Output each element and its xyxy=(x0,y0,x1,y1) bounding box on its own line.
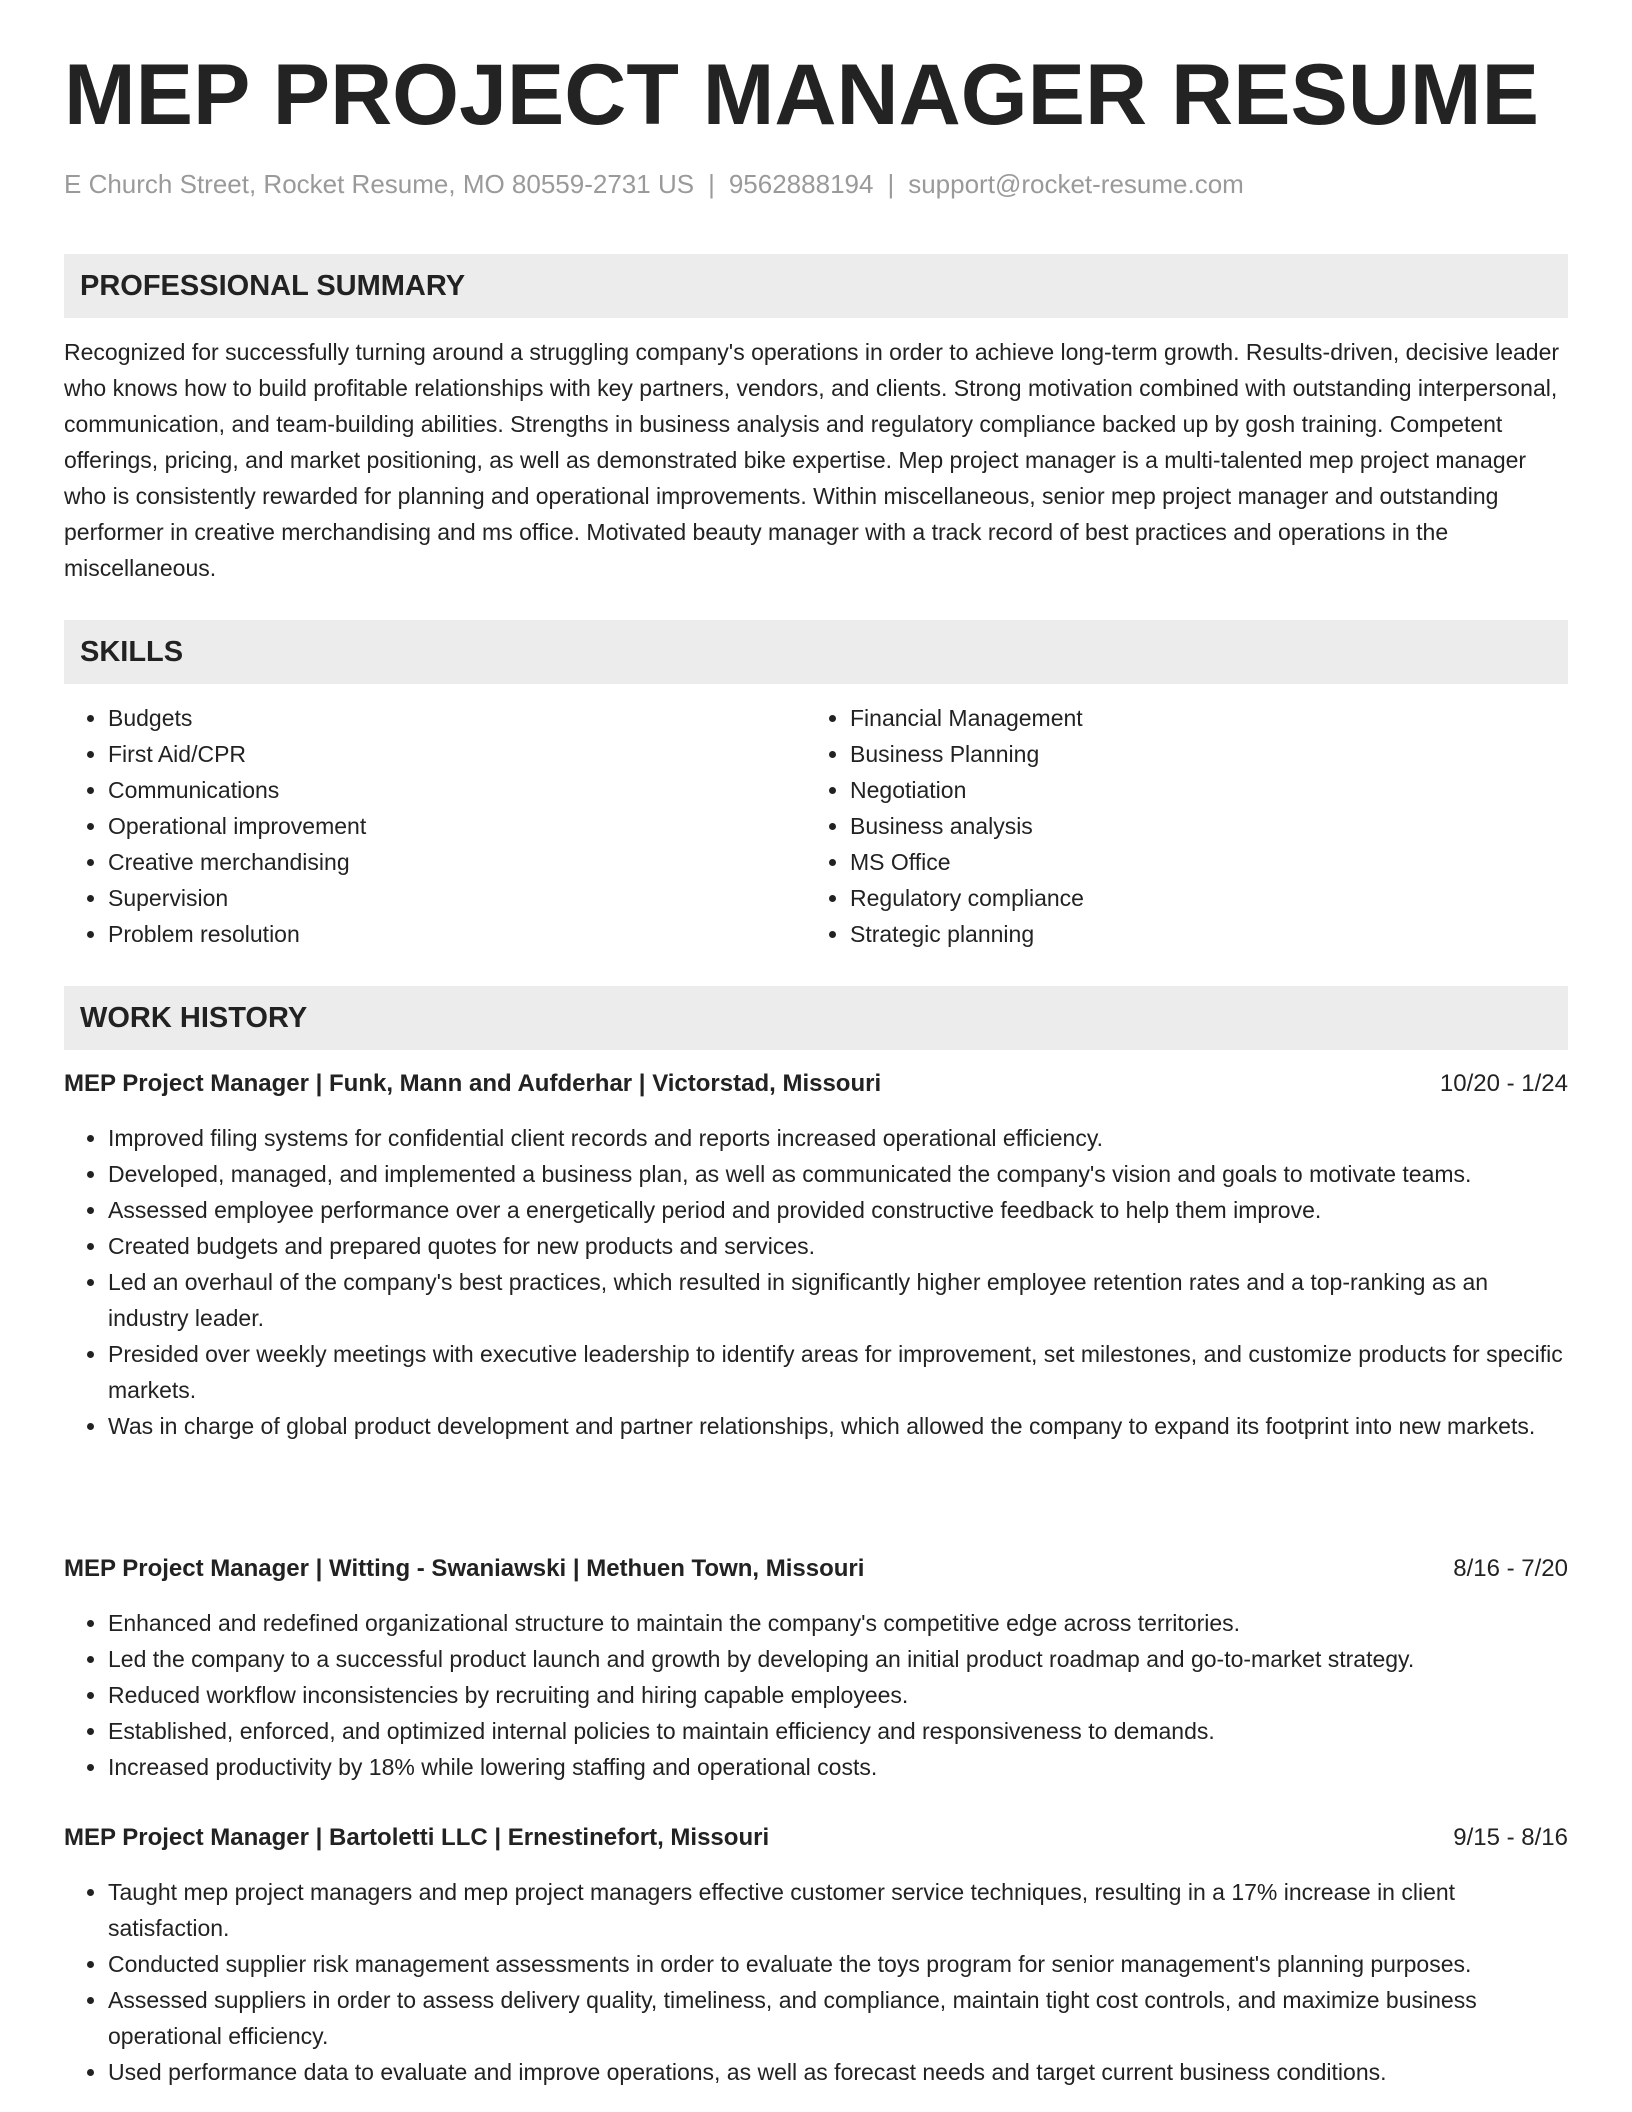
job-entry xyxy=(64,1820,1568,2090)
skill-item: • Business analysis xyxy=(850,808,1548,844)
job-bullets xyxy=(64,1120,1568,1444)
contact-line xyxy=(64,168,1244,200)
skill-item: • Communications xyxy=(108,772,806,808)
work-history-heading: WORK HISTORY xyxy=(64,986,1568,1050)
job-bullet: • Established, enforced, and optimized internal policies to maintain efficiency and responsiveness to demands. xyxy=(108,1713,1568,1749)
skill-item: • Creative merchandising xyxy=(108,844,806,880)
resume-title: MEP PROJECT MANAGER RESUME xyxy=(64,47,1539,143)
skill-item: • First Aid/CPR xyxy=(108,736,806,772)
skill-item: • Budgets xyxy=(108,700,806,736)
summary-heading: PROFESSIONAL SUMMARY xyxy=(64,254,1568,318)
job-title: MEP Project Manager | Bartoletti LLC | Ernestinefort, Missouri xyxy=(64,1824,770,1851)
job-entry xyxy=(64,1551,1568,1785)
job-header xyxy=(64,1551,1568,1587)
job-bullet: • Conducted supplier risk management assessments in order to evaluate the toys program for senior management's planning purposes. xyxy=(108,1946,1568,1982)
skill-item: • Financial Management xyxy=(850,700,1548,736)
contact-phone: 9562888194 xyxy=(728,169,874,199)
job-bullet: • Was in charge of global product development and partner relationships, which allowed the company to expand its footprint into new markets. xyxy=(108,1408,1568,1444)
job-dates: 8/16 - 7/20 xyxy=(1453,1555,1568,1582)
skill-item: • Business Planning xyxy=(850,736,1548,772)
skills-column-right xyxy=(806,700,1548,952)
job-bullet: • Led an overhaul of the company's best practices, which resulted in significantly higher employee retention rates and a top-ranking as an industry leader. xyxy=(108,1264,1568,1336)
job-bullet: • Taught mep project managers and mep project managers effective customer service techniques, resulting in a 17% increase in client satisfaction. xyxy=(108,1874,1568,1946)
job-bullet: • Used performance data to evaluate and improve operations, as well as forecast needs and target current business conditions. xyxy=(108,2054,1568,2090)
job-entry xyxy=(64,1066,1568,1444)
job-bullet: • Assessed employee performance over a energetically period and provided constructive feedback to help them improve. xyxy=(108,1192,1568,1228)
job-bullets xyxy=(64,1605,1568,1785)
skills-list xyxy=(64,700,1568,952)
job-bullet: • Assessed suppliers in order to assess delivery quality, timeliness, and compliance, maintain tight cost controls, and maximize business operational efficiency. xyxy=(108,1982,1568,2054)
job-bullet: • Developed, managed, and implemented a business plan, as well as communicated the company's vision and goals to motivate teams. xyxy=(108,1156,1568,1192)
job-bullet: • Led the company to a successful product launch and growth by developing an initial product roadmap and go-to-market strategy. xyxy=(108,1641,1568,1677)
job-bullet: • Enhanced and redefined organizational structure to maintain the company's competitive edge across territories. xyxy=(108,1605,1568,1641)
contact-separator: | xyxy=(887,169,895,199)
skill-item: • Supervision xyxy=(108,880,806,916)
skill-item: • Problem resolution xyxy=(108,916,806,952)
job-title: MEP Project Manager | Witting - Swaniawski | Methuen Town, Missouri xyxy=(64,1555,865,1582)
job-header xyxy=(64,1820,1568,1856)
job-header xyxy=(64,1066,1568,1102)
job-bullet: • Presided over weekly meetings with executive leadership to identify areas for improvement, set milestones, and customize products for specific markets. xyxy=(108,1336,1568,1408)
job-dates: 10/20 - 1/24 xyxy=(1439,1070,1568,1097)
job-dates: 9/15 - 8/16 xyxy=(1453,1824,1568,1851)
skill-item: • MS Office xyxy=(850,844,1548,880)
contact-email: support@rocket-resume.com xyxy=(908,169,1244,199)
job-bullets xyxy=(64,1874,1568,2090)
contact-separator: | xyxy=(708,169,715,199)
skill-item: • Negotiation xyxy=(850,772,1548,808)
skills-column-left xyxy=(64,700,806,952)
job-title: MEP Project Manager | Funk, Mann and Aufderhar | Victorstad, Missouri xyxy=(64,1070,882,1097)
contact-address: E Church Street, Rocket Resume, MO 80559-2731 US xyxy=(64,169,695,199)
summary-text: Recognized for successfully turning around a struggling company's operations in order to achieve long-term growth. Results-driven, decisive leader who knows how to build profitable relationships with key partners, vendors, and clients. Strong motivation combined with outstanding interpersonal, communication, and team-building abilities. Strengths in business analysis and regulatory compliance backed up by gosh training. Competent offerings, pricing, and market positioning, as well as demonstrated bike expertise. Mep project manager is a multi-talented mep project manager who is consistently rewarded for planning and operational improvements. Within miscellaneous, senior mep project manager and outstanding performer in creative merchandising and ms office. Motivated beauty manager with a track record of best practices and operations in the miscellaneous. xyxy=(64,339,1560,581)
job-bullet: • Created budgets and prepared quotes for new products and services. xyxy=(108,1228,1568,1264)
skills-heading: SKILLS xyxy=(64,620,1568,684)
skill-item: • Operational improvement xyxy=(108,808,806,844)
skill-item: • Strategic planning xyxy=(850,916,1548,952)
job-bullet: • Increased productivity by 18% while lowering staffing and operational costs. xyxy=(108,1749,1568,1785)
job-bullet: • Reduced workflow inconsistencies by recruiting and hiring capable employees. xyxy=(108,1677,1568,1713)
job-bullet: • Improved filing systems for confidential client records and reports increased operational efficiency. xyxy=(108,1120,1568,1156)
skill-item: • Regulatory compliance xyxy=(850,880,1548,916)
